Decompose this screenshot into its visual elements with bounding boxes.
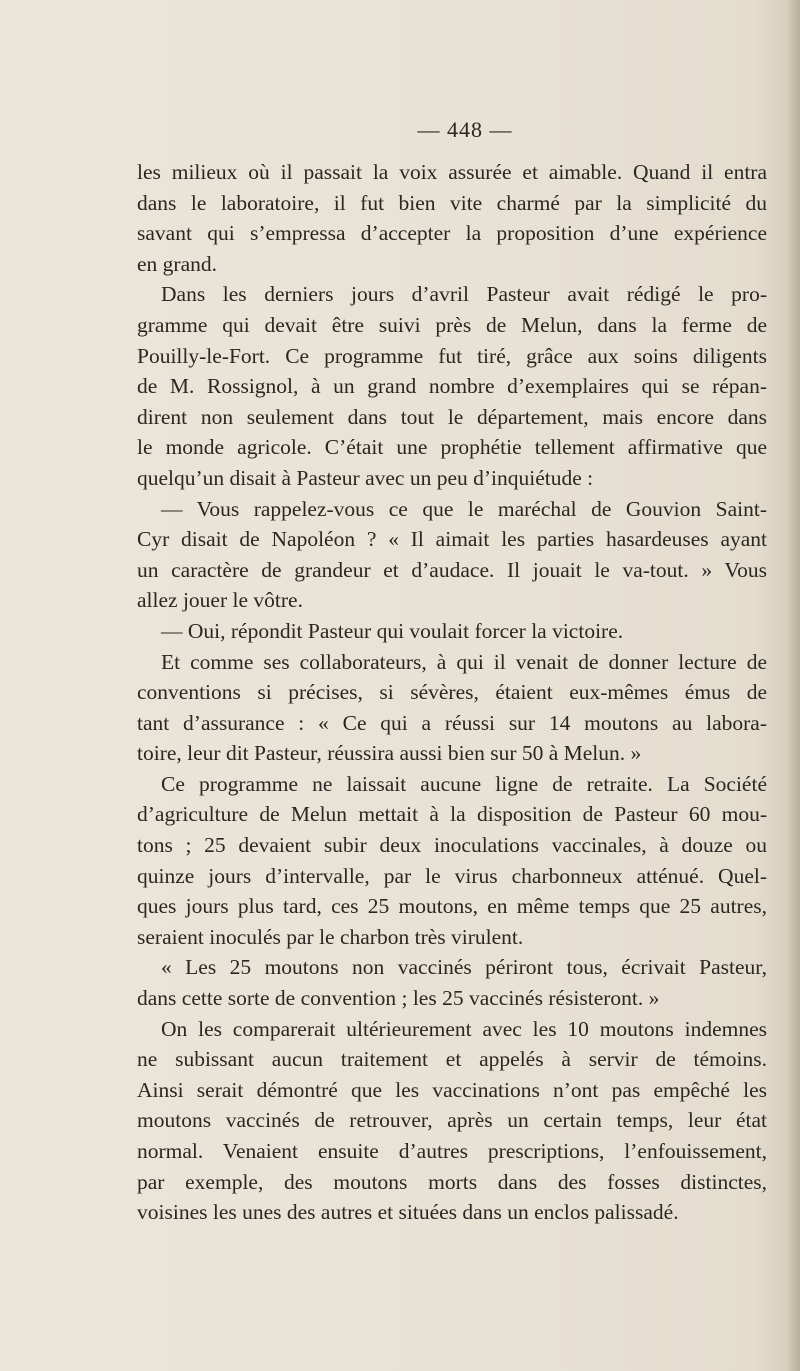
page-edge-shadow <box>786 0 800 1371</box>
text-line: savant qui s’empressa d’accepter la proposition d’une expérience <box>137 221 767 246</box>
text-line: voisines les unes des autres et situées dans un enclos palissadé. <box>137 1200 679 1225</box>
text-line: d’agriculture de Melun mettait à la disposition de Pasteur 60 mou- <box>137 802 767 827</box>
page-number: — 448 — <box>417 117 513 142</box>
text-line: ques jours plus tard, ces 25 moutons, en même temps que 25 autres, <box>137 894 767 919</box>
text-line: seraient inoculés par le charbon très virulent. <box>137 924 524 949</box>
text-line: dans cette sorte de convention ; les 25 vaccinés résisteront. » <box>137 986 660 1011</box>
text-line: conventions si précises, si sévères, étaient eux-mêmes émus de <box>137 680 767 705</box>
body-text <box>137 157 767 1228</box>
text-line: un caractère de grandeur et d’audace. Il jouait le va-tout. » Vous <box>137 557 767 582</box>
text-line: « Les 25 moutons non vaccinés périront tous, écrivait Pasteur, <box>161 955 767 980</box>
text-line: Ce programme ne laissait aucune ligne de retraite. La Société <box>161 771 767 796</box>
text-line: moutons vaccinés de retrouver, après un certain temps, leur état <box>137 1108 767 1133</box>
text-line: gramme qui devait être suivi près de Melun, dans la ferme de <box>137 312 767 337</box>
text-line: — Oui, répondit Pasteur qui voulait forcer la victoire. <box>161 618 624 643</box>
text-line: tons ; 25 devaient subir deux inoculations vaccinales, à douze ou <box>137 833 767 858</box>
text-line: toire, leur dit Pasteur, réussira aussi bien sur 50 à Melun. » <box>137 741 642 766</box>
text-line: dirent non seulement dans tout le département, mais encore dans <box>137 404 767 429</box>
text-line: On les comparerait ultérieurement avec les 10 moutons indemnes <box>161 1016 767 1041</box>
text-line: tant d’assurance : « Ce qui a réussi sur 14 moutons au labora- <box>137 710 767 735</box>
text-line: Cyr disait de Napoléon ? « Il aimait les parties hasardeuses ayant <box>137 527 767 552</box>
text-line: quinze jours d’intervalle, par le virus charbonneux atténué. Quel- <box>137 863 767 888</box>
text-line: le monde agricole. C’était une prophétie tellement affirmative que <box>137 435 767 460</box>
text-line: de M. Rossignol, à un grand nombre d’exemplaires qui se répan- <box>137 374 767 399</box>
text-line: — Vous rappelez-vous ce que le maréchal de Gouvion Saint- <box>161 496 767 521</box>
text-line: en grand. <box>137 251 217 276</box>
text-line: quelqu’un disait à Pasteur avec un peu d’inquiétude : <box>137 465 594 490</box>
text-line: dans le laboratoire, il fut bien vite charmé par la simplicité du <box>137 190 767 215</box>
text-line: normal. Venaient ensuite d’autres prescriptions, l’enfouissement, <box>137 1139 767 1163</box>
text-line: ne subissant aucun traitement et appelés à servir de témoins. <box>137 1047 767 1072</box>
text-line: par exemple, des moutons morts dans des fosses distinctes, <box>137 1169 767 1194</box>
text-line: Pouilly-le-Fort. Ce programme fut tiré, grâce aux soins diligents <box>137 343 767 368</box>
text-line: Ainsi serait démontré que les vaccinations n’ont pas empêché les <box>137 1077 767 1102</box>
text-line: les milieux où il passait la voix assurée et aimable. Quand il entra <box>137 160 767 184</box>
text-line: Et comme ses collaborateurs, à qui il venait de donner lecture de <box>161 649 767 674</box>
text-line: allez jouer le vôtre. <box>137 588 303 613</box>
text-line: Dans les derniers jours d’avril Pasteur avait rédigé le pro- <box>161 282 767 307</box>
